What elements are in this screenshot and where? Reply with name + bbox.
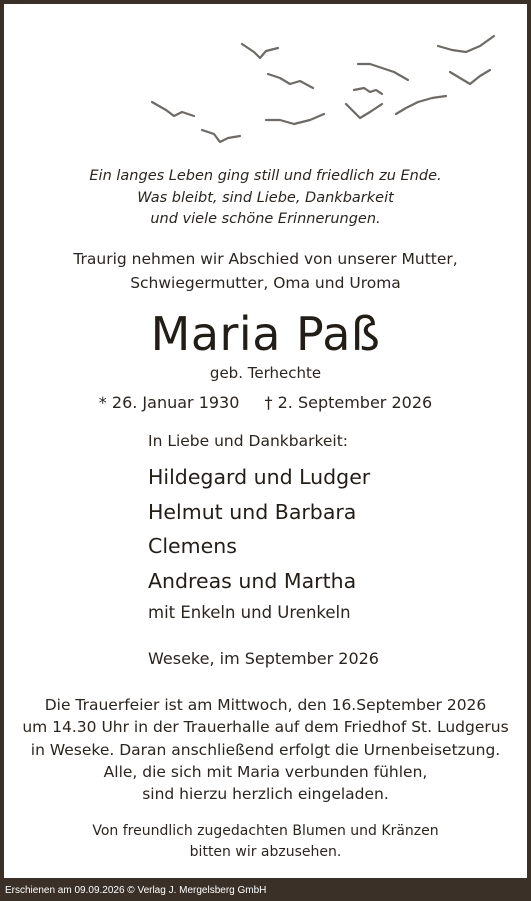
memorial-quote: [4, 166, 527, 231]
mourners-heading: In Liebe und Dankbarkeit:: [148, 432, 349, 450]
bird-icon: [202, 130, 240, 142]
life-dates: [4, 392, 527, 414]
quote-line: Ein langes Leben ging still und friedlich zu Ende.: [89, 168, 442, 184]
bird-icon: [396, 96, 446, 114]
bird-icon: [268, 74, 313, 88]
quote-line: Was bleibt, sind Liebe, Dankbarkeit: [137, 189, 394, 206]
bird-icon: [354, 88, 382, 94]
ceremony-line: Die Trauerfeier ist am Mittwoch, den 16.September 2026: [44, 696, 487, 714]
flowers-line: bitten wir abzusehen.: [189, 844, 342, 860]
ceremony-line: in Weseke. Daran anschließend erfolgt die Urnenbeisetzung.: [30, 740, 501, 759]
birth-name: geb. Terhechte: [209, 364, 322, 382]
publication-footer: Erschienen am 09.09.2026 © Verlag J. Mergelsberg GmbH: [5, 885, 267, 896]
bird-icon: [450, 70, 490, 84]
ceremony-line: Alle, die sich mit Maria verbunden fühlen,: [103, 762, 428, 781]
mourners-list: [148, 460, 370, 628]
obituary-card: [4, 4, 527, 878]
announcement-intro: [4, 247, 527, 295]
flowers-request: [4, 821, 527, 863]
ceremony-line: um 14.30 Uhr in der Trauerhalle auf dem Friedhof St. Ludgerus: [22, 718, 509, 737]
intro-line: Traurig nehmen wir Abschied von unserer Mutter,: [73, 250, 458, 268]
intro-line: Schwiegermutter, Oma und Uroma: [130, 274, 401, 292]
deceased-name: Maria Paß: [150, 307, 381, 361]
ceremony-line: sind hierzu herzlich eingeladen.: [142, 785, 389, 804]
bird-icon: [438, 36, 494, 52]
bird-icon: [346, 104, 382, 118]
bird-icon: [242, 44, 278, 58]
ceremony-details: [4, 694, 527, 805]
place-date: Weseke, im September 2026: [148, 649, 379, 668]
mourner-name: Andreas und Martha: [148, 568, 357, 593]
bird-icon: [266, 114, 324, 124]
grandchildren-note: mit Enkeln und Urenkeln: [148, 603, 351, 622]
mourner-name: Hildegard und Ludger: [148, 465, 371, 489]
bird-icon: [152, 102, 194, 116]
birth-date: * 26. Januar 1930: [98, 393, 240, 412]
seagulls-illustration: [4, 4, 527, 164]
mourner-name: Clemens: [148, 534, 237, 558]
mourner-name: Helmut und Barbara: [148, 499, 357, 524]
death-date: † 2. September 2026: [264, 393, 433, 412]
quote-line: und viele schöne Erinnerungen.: [150, 211, 381, 227]
bird-icon: [358, 64, 408, 80]
flowers-line: Von freundlich zugedachten Blumen und Kränzen: [92, 823, 439, 839]
